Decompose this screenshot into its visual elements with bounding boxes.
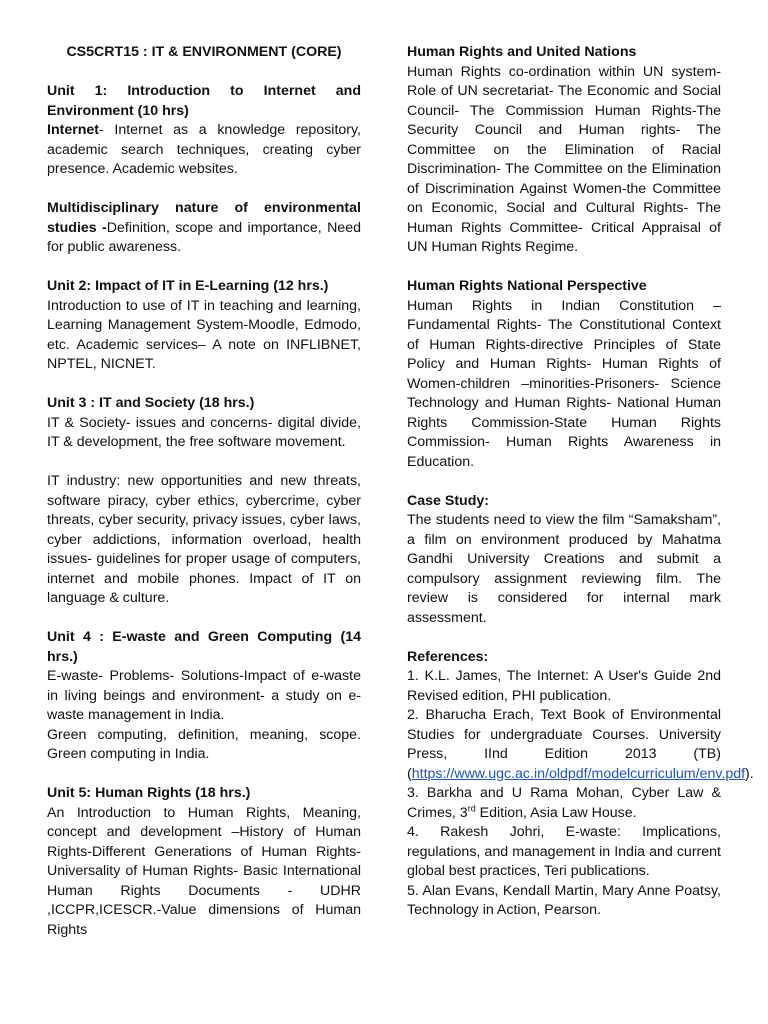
reference-5: 5. Alan Evans, Kendall Martin, Mary Anne Poatsy, Technology in Action, Pearson. bbox=[407, 882, 721, 918]
unit4-heading: Unit 4 : E-waste and Green Computing (14 hrs.) bbox=[47, 629, 361, 665]
unit1-internet-label: Internet bbox=[47, 122, 100, 138]
left-column bbox=[47, 43, 361, 940]
unit4-text-1: E-waste- Problems- Solutions-Impact of e-waste in living beings and environment- a study on e-waste management in India. bbox=[47, 668, 361, 723]
reference-2-text: 2. Bharucha Erach, Text Book of Environmental Studies for undergraduate Courses. University Press, IInd Edition 2013 (TB)( bbox=[407, 707, 721, 782]
reference-2-close: ). bbox=[745, 765, 754, 782]
references-heading: References: bbox=[407, 648, 489, 665]
unit3-text-1: IT & Society- issues and concerns- digital divide, IT & development, the free software movement. bbox=[47, 414, 361, 450]
reference-3 bbox=[407, 784, 721, 823]
reference-4: 4. Rakesh Johri, E-waste: Implications, regulations, and management in India and current global best practices, Teri publications. bbox=[407, 824, 721, 879]
unit2-text: Introduction to use of IT in teaching and learning, Learning Management System-Moodle, Edmodo, etc. Academic services– A note on INFLIBNET, NPTEL, NICNET. bbox=[47, 297, 361, 372]
national-heading: Human Rights National Perspective bbox=[407, 278, 647, 294]
document-title: CS5CRT15 : IT & ENVIRONMENT (CORE) bbox=[66, 44, 342, 60]
unit1-heading: Unit 1: Introduction to Internet and Environment (10 hrs) bbox=[47, 83, 361, 119]
unit2-heading: Unit 2: Impact of IT in E-Learning (12 hrs.) bbox=[47, 278, 329, 294]
unit3-heading: Unit 3 : IT and Society (18 hrs.) bbox=[47, 395, 255, 411]
unit1-env-label: Multidisciplinary nature of environmental studies - bbox=[47, 200, 361, 236]
right-column bbox=[407, 43, 754, 921]
un-text: Human Rights co-ordination within UN system- Role of UN secretariat- The Economic and Social Council- The Commission Human Rights-The Security Council and Human rights- The Committee on the Elimination of Racial Discrimination- The Committee on the Elimination of Discrimination Against Women-the Committee on Economic, Social and Cultural Rights- The Human Rights Committee- Critical Appraisal of UN Human Rights Regime. bbox=[407, 63, 721, 255]
unit5-text: An Introduction to Human Rights, Meaning, concept and development –History of Human Rights-Different Generations of Human Rights- Universality of Human Rights- Basic International Human Rights Documents - UDHR ,ICCPR,ICESCR.-Value dimensions of Human Rights bbox=[47, 804, 361, 938]
unit4-text-2: Green computing, definition, meaning, scope. Green computing in India. bbox=[47, 726, 361, 762]
un-heading: Human Rights and United Nations bbox=[407, 44, 637, 60]
case-study-heading: Case Study: bbox=[407, 492, 489, 509]
unit1-env-paragraph bbox=[47, 199, 361, 258]
unit1-internet-text: - Internet as a knowledge repository, academic search techniques, creating cyber presence. Academic websites. bbox=[47, 122, 361, 177]
reference-1: 1. K.L. James, The Internet: A User's Guide 2nd Revised edition, PHI publication. bbox=[407, 668, 721, 704]
reference-3-tail: Edition, Asia Law House. bbox=[475, 804, 637, 821]
national-text: Human Rights in Indian Constitution – Fundamental Rights- The Constitutional Context of Human Rights-directive Principles of State Policy and Human Rights- Human Rights of Women-children –minorities-Prisoners- Science Technology and Human Rights- National Human Rights Commission-State Human Rights Commission- Human Rights Awareness in Education. bbox=[407, 297, 721, 470]
reference-3-text: 3. Barkha and U Rama Mohan, Cyber Law & Crimes, 3 bbox=[407, 785, 721, 821]
reference-2-link[interactable]: https://www.ugc.ac.in/oldpdf/modelcurriculum/env.pdf bbox=[411, 765, 746, 782]
reference-2 bbox=[407, 706, 754, 784]
case-study-text: The students need to view the film “Samaksham”, a film on environment produced by Mahatma Gandhi University Creations and submit a compulsory assignment reviewing film. The review is considered for internal mark assessment. bbox=[407, 512, 721, 626]
unit1-env-text: Definition, scope and importance, Need for public awareness. bbox=[47, 219, 361, 255]
unit1-internet-paragraph bbox=[47, 121, 361, 180]
unit5-heading: Unit 5: Human Rights (18 hrs.) bbox=[47, 785, 251, 801]
unit3-text-2: IT industry: new opportunities and new threats, software piracy, cyber ethics, cybercrime, cyber threats, cyber security, privacy issues, cyber laws, cyber addictions, information overload, health issues- guidelines for proper usage of computers, internet and mobile phones. Impact of IT on language & culture. bbox=[47, 473, 361, 606]
reference-3-superscript: rd bbox=[467, 802, 476, 813]
